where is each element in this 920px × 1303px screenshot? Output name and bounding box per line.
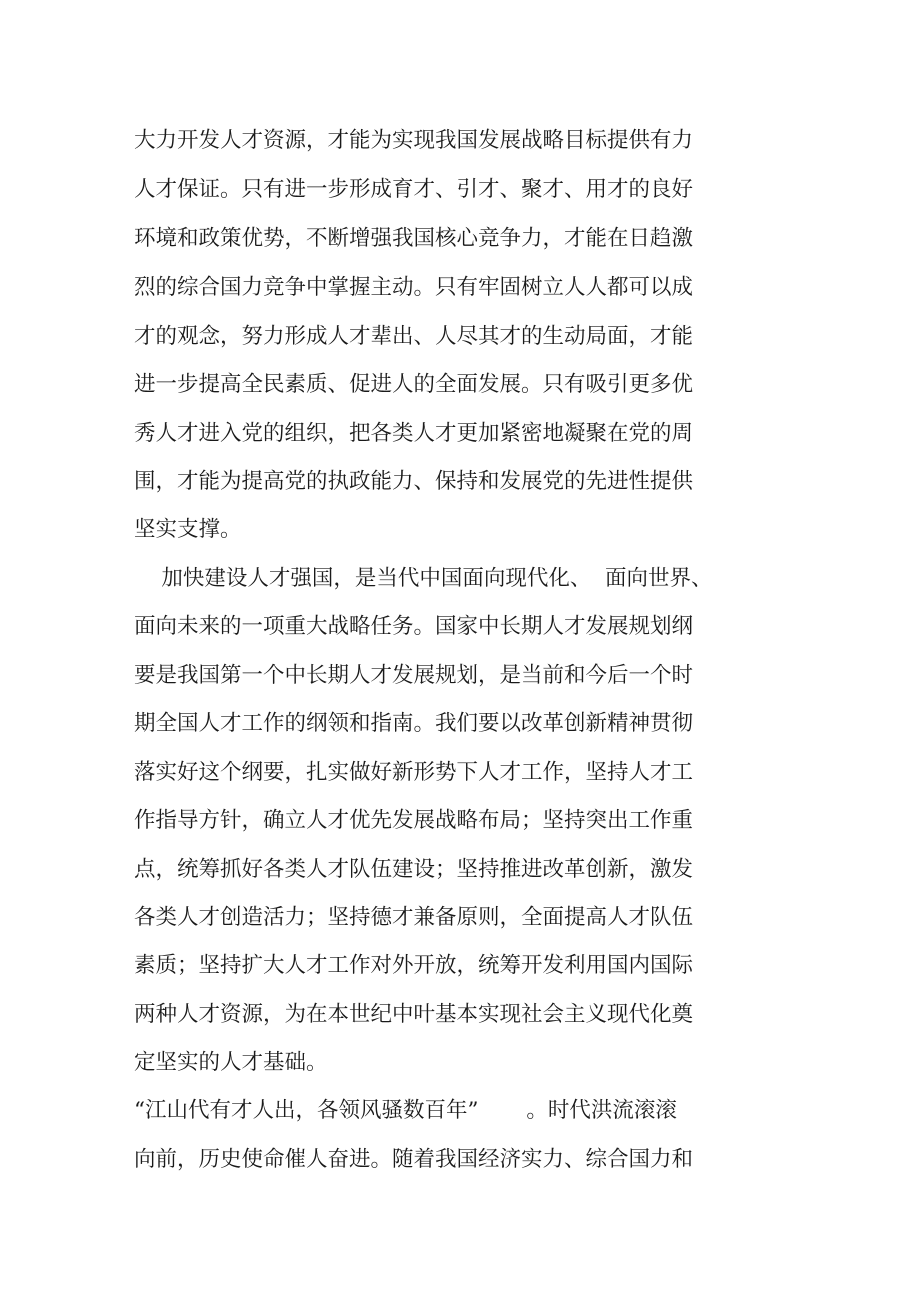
text-line: 要是我国第一个中长期人才发展规划，是当前和今后一个时	[134, 663, 694, 688]
text-line: 期全国人才工作的纲领和指南。我们要以改革创新精神贯彻	[134, 711, 694, 736]
text-line: 各类人才创造活力；坚持德才兼备原则，全面提高人才队伍	[134, 905, 694, 930]
text-line: 坚实支撑。	[134, 517, 242, 542]
text-line: 两种人才资源，为在本世纪中叶基本实现社会主义现代化奠	[134, 1002, 694, 1027]
text-line: 人才保证。只有进一步形成育才、引才、聚才、用才的良好	[134, 177, 694, 202]
text-line: 环境和政策优势，不断增强我国核心竞争力，才能在日趋激	[134, 226, 694, 251]
text-line: 秀人才进入党的组织，把各类人才更加紧密地凝聚在党的周	[134, 421, 694, 446]
text-line: 定坚实的人才基础。	[134, 1050, 328, 1075]
text-line: 才的观念，努力形成人才辈出、人尽其才的生动局面，才能	[134, 324, 694, 349]
text-line: 点，统筹抓好各类人才队伍建设；坚持推进改革创新，激发	[134, 857, 694, 882]
text-line: 大力开发人才资源，才能为实现我国发展战略目标提供有力	[134, 128, 694, 153]
text-line: 落实好这个纲要，扎实做好新形势下人才工作，坚持人才工	[134, 760, 694, 785]
text-line: 作指导方针，确立人才优先发展战略布局；坚持突出工作重	[134, 808, 694, 833]
paragraph-start-line: 加快建设人才强国，是当代中国面向现代化、 面向世界、	[134, 566, 713, 591]
text-line: 围，才能为提高党的执政能力、保持和发展党的先进性提供	[134, 469, 694, 494]
quote-line: “江山代有才人出，各领风骚数百年” 。时代洪流滚滚	[134, 1098, 677, 1123]
text-line: 面向未来的一项重大战略任务。国家中长期人才发展规划纲	[134, 614, 694, 639]
text-line: 素质；坚持扩大人才工作对外开放，统筹开发利用国内国际	[134, 953, 694, 978]
text-line: 烈的综合国力竞争中掌握主动。只有牢固树立人人都可以成	[134, 275, 694, 300]
text-line: 进一步提高全民素质、促进人的全面发展。只有吸引更多优	[134, 372, 694, 397]
text-line: 向前，历史使命催人奋进。随着我国经济实力、综合国力和	[134, 1147, 694, 1172]
